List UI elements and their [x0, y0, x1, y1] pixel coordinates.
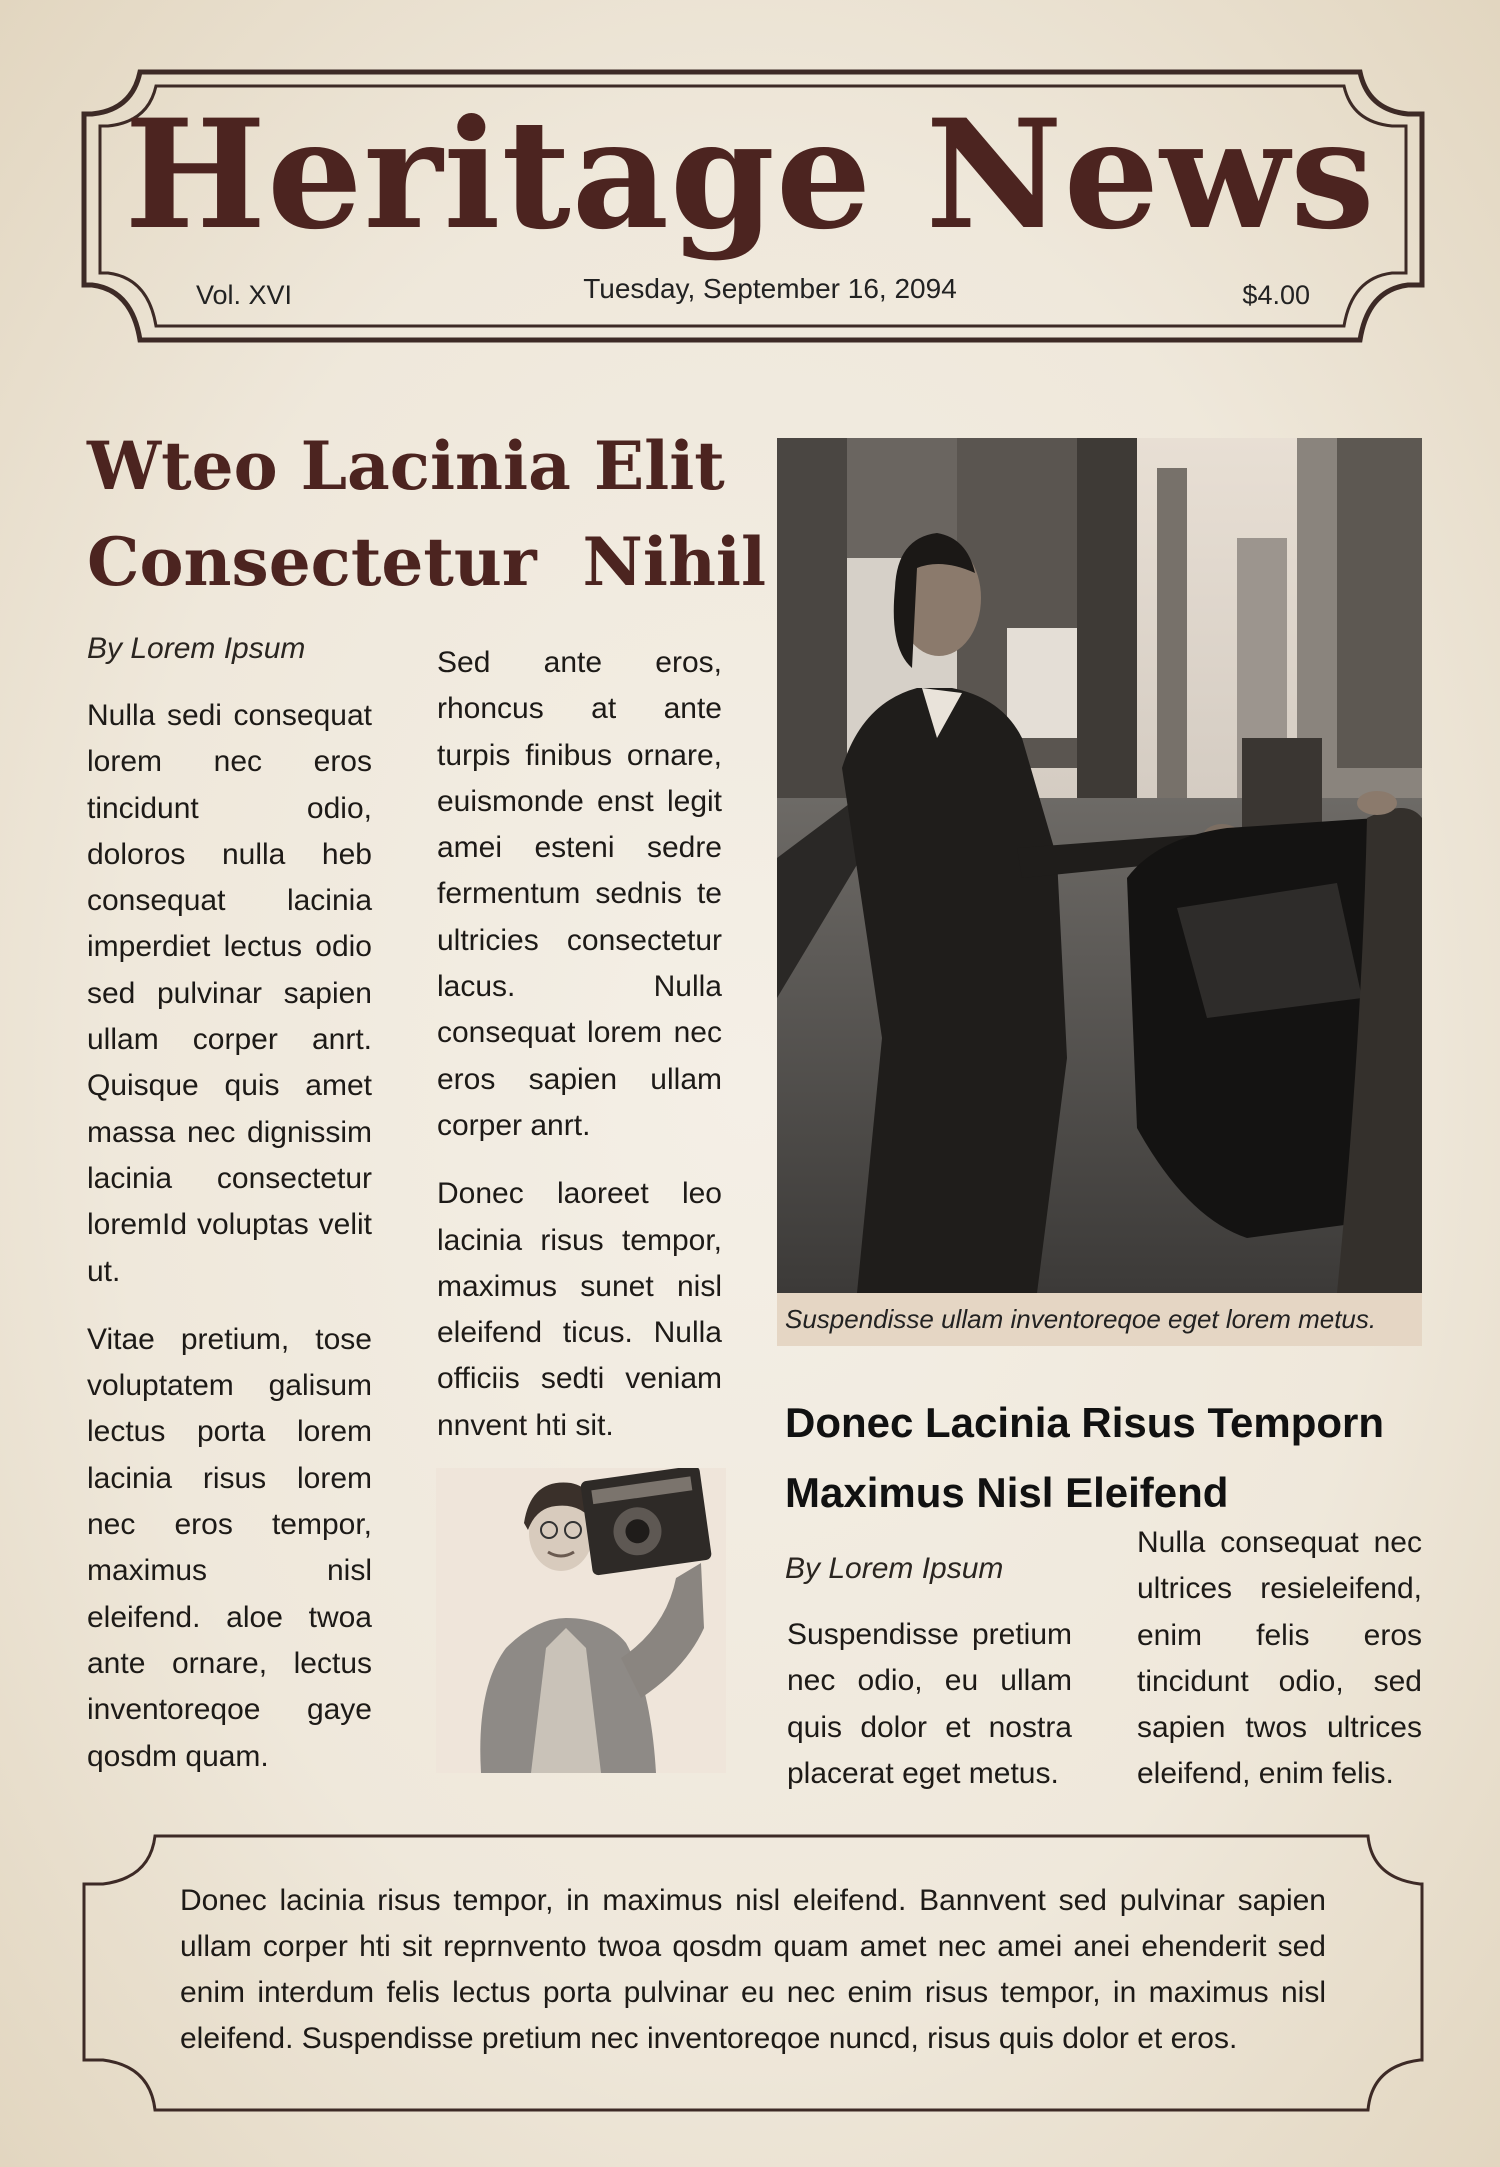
second-headline — [785, 1388, 1425, 1528]
lead-byline: By Lorem Ipsum — [87, 632, 306, 665]
masthead-title: Heritage News — [124, 87, 1376, 263]
lead-headline-line2: Consectetur Nihil — [87, 523, 767, 601]
second-column-2: Nulla consequat nec ultrices resieleifend, enim felis eros tincidunt odio, sed sapien twos ultrices eleifend, enim felis. — [1137, 1526, 1422, 1791]
second-column-1: Suspendisse pretium nec odio, eu ullam quis dolor et nostra placerat eget metus. — [787, 1618, 1072, 1790]
lead-headline-line1: Wteo Lacinia Elit — [87, 427, 725, 505]
second-headline-line2: Maximus Nisl Eleifend — [785, 1469, 1229, 1516]
boombox-man-photo — [436, 1468, 726, 1773]
lead-col2-paragraph-2: Donec laoreet leo lacinia risus tempor, maximus sunet nisl eleifend ticus. Nulla officiis sedti veniam nnvent hti sit. — [437, 1177, 722, 1442]
main-photo-caption: Suspendisse ullam inventoreqoe eget lorem metus. — [777, 1293, 1422, 1346]
lead-column-1 — [87, 693, 372, 1802]
lead-col1-paragraph-2: Vitae pretium, tose voluptatem galisum lectus porta lorem lacinia risus lorem nec eros tempor, maximus nisl eleifend. aloe twoa ante ornare, lectus inventoreqoe gaye qosdm quam. — [87, 1322, 372, 1773]
lead-headline — [87, 418, 767, 610]
volume-label: Vol. XVI — [196, 280, 293, 310]
lead-col1-paragraph-1: Nulla sedi consequat lorem nec eros tincidunt odio, doloros nulla heb consequat lacinia imperdiet lectus odio sed pulvinar sapien ullam corper anrt. Quisque quis amet massa nec dignissim lacinia consectetur loremId voluptas velit ut. — [87, 699, 372, 1288]
lead-col2-paragraph-1: Sed ante eros, rhoncus at ante turpis finibus ornare, euismonde enst legit amei esteni sedre fermentum sednis te ultricies consectetur lacus. Nulla consequat lorem nec eros sapien ullam corper anrt. — [437, 646, 722, 1142]
issue-date: Tuesday, September 16, 2094 — [583, 273, 957, 304]
lead-column-2 — [437, 640, 722, 1471]
second-headline-line1: Donec Lacinia Risus Temporn — [785, 1399, 1385, 1446]
issue-price: $4.00 — [1242, 280, 1310, 310]
main-street-photo — [777, 438, 1422, 1293]
footer-paragraph: Donec lacinia risus tempor, in maximus nisl eleifend. Bannvent sed pulvinar sapien ullam corper hti sit reprnvento twoa qosdm quam amet nec amei anei ehenderit sed enim interdum felis lectus porta pulvinar eu nec enim risus tempor, in maximus nisl eleifend. Suspendisse pretium nec inventoreqoe nuncd, risus quis dolor et eros. — [180, 1884, 1326, 2055]
second-byline: By Lorem Ipsum — [785, 1552, 1004, 1585]
